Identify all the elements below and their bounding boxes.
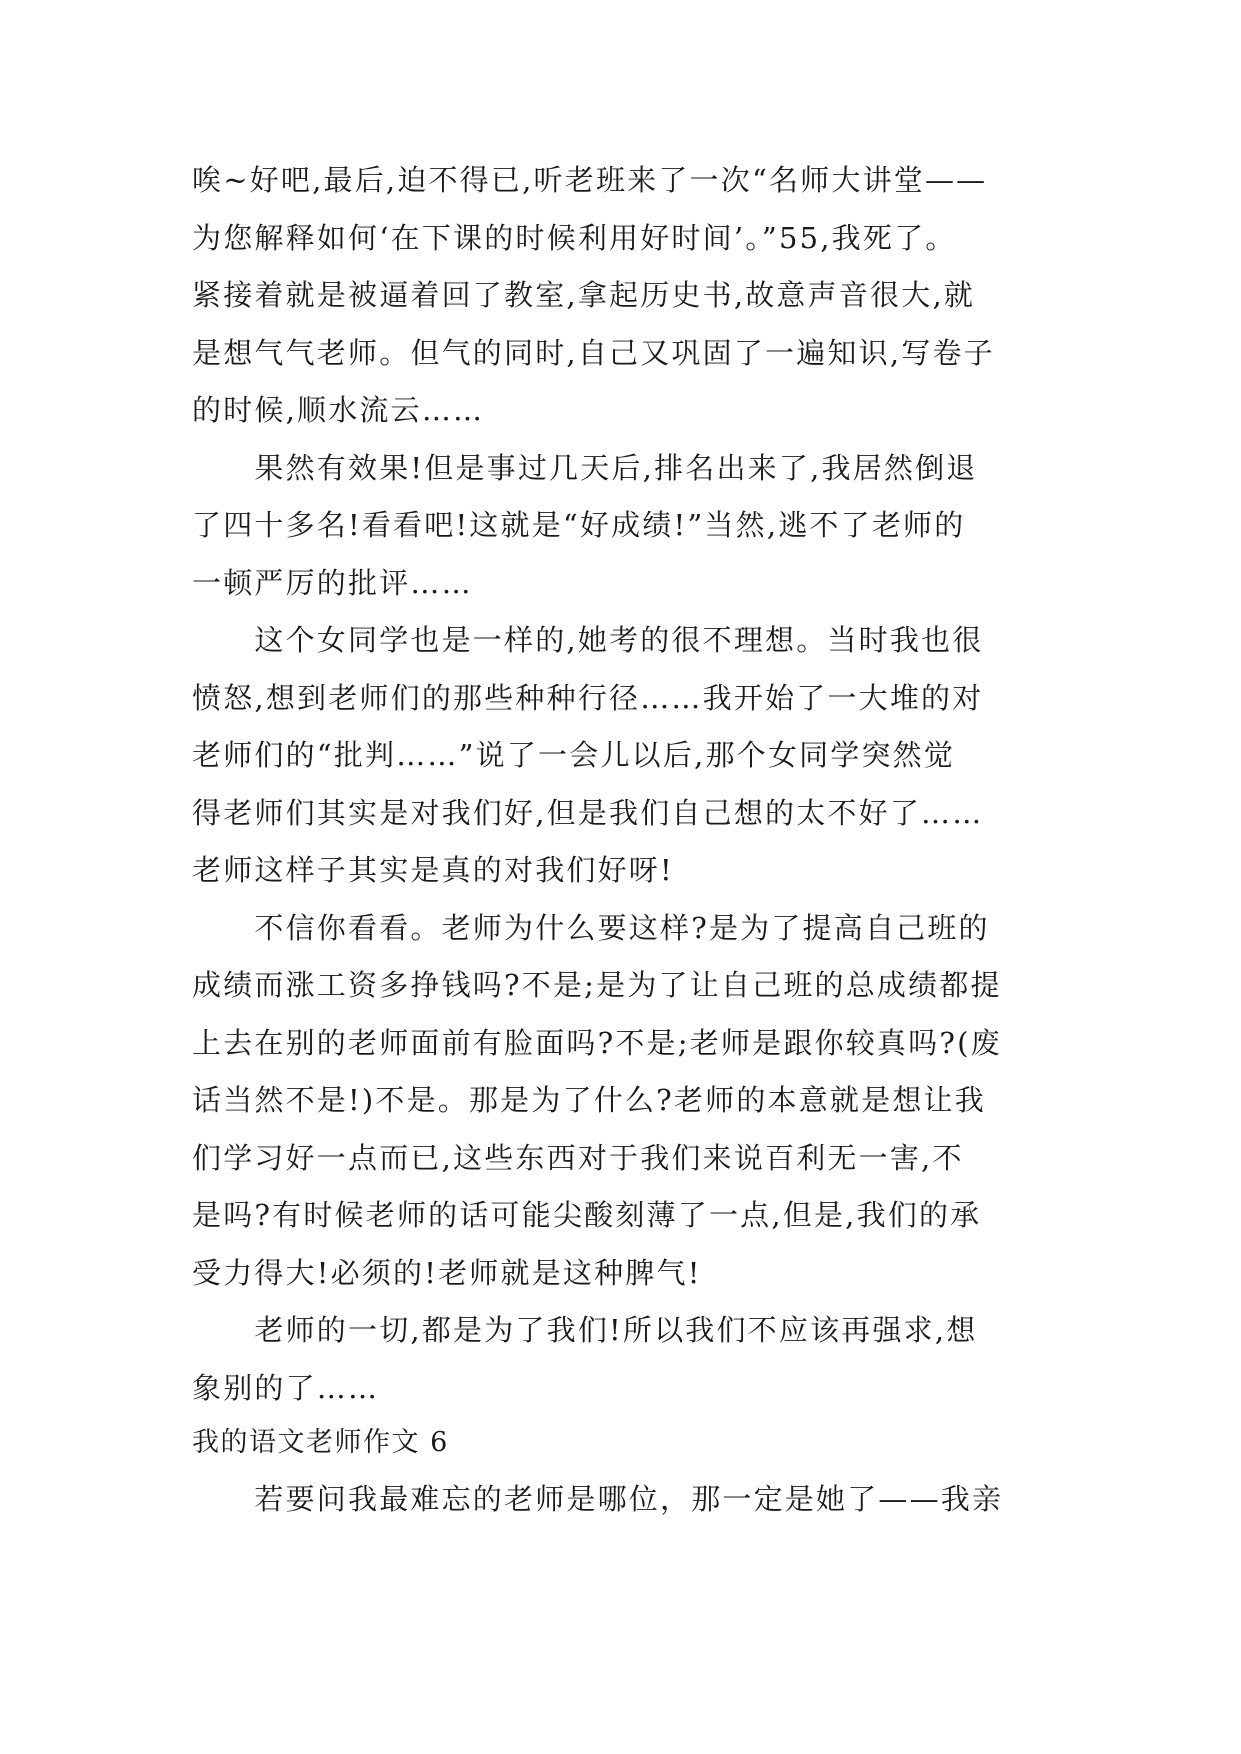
text-line: 成绩而涨工资多挣钱吗?不是;是为了让自己班的总成绩都提: [192, 968, 1002, 1002]
text-line: 象别的了……: [192, 1371, 380, 1405]
text-line: 老师这样子其实是真的对我们好呀!: [192, 853, 674, 887]
text-line: 一顿严厉的批评……: [192, 566, 473, 600]
text-line: 这个女同学也是一样的,她考的很不理想。当时我也很: [192, 623, 984, 657]
text-line: 的时候,顺水流云……: [192, 393, 485, 427]
text-line: 愤怒,想到老师们的那些种种行径……我开始了一大堆的对: [192, 681, 984, 715]
text-line: 若要问我最难忘的老师是哪位，那一定是她了——我亲: [192, 1482, 1004, 1516]
text-line: 果然有效果!但是事过几天后,排名出来了,我居然倒退: [192, 451, 978, 485]
text-line: 话当然不是!)不是。那是为了什么?老师的本意就是想让我: [192, 1083, 986, 1117]
text-line: 老师们的“批判……”说了一会儿以后,那个女同学突然觉: [192, 738, 956, 772]
text-line: 得老师们其实是对我们好,但是我们自己想的太不好了……: [192, 796, 984, 830]
text-line: 紧接着就是被逼着回了教室,拿起历史书,故意声音很大,就: [192, 278, 976, 312]
text-line: 是想气气老师。但气的同时,自己又巩固了一遍知识,写卷子: [192, 336, 995, 370]
text-line: 唉~好吧,最后,迫不得已,听老班来了一次“名师大讲堂——: [192, 163, 988, 197]
text-line: 上去在别的老师面前有脸面吗?不是;老师是跟你较真吗?(废: [192, 1026, 1002, 1060]
text-line: 们学习好一点而已,这些东西对于我们来说百利无一害,不: [192, 1141, 964, 1175]
text-line: 了四十多名!看看吧!这就是“好成绩!”当然,逃不了老师的: [192, 508, 966, 542]
section-heading: 我的语文老师作文 6: [192, 1427, 449, 1458]
text-line: 受力得大!必须的!老师就是这种脾气!: [192, 1256, 702, 1290]
text-line: 老师的一切,都是为了我们!所以我们不应该再强求,想: [192, 1313, 978, 1347]
text-line: 不信你看看。老师为什么要这样?是为了提高自己班的: [192, 911, 990, 945]
text-line: 为您解释如何‘在下课的时候利用好时间’。”55,我死了。: [192, 221, 957, 255]
text-line: 是吗?有时候老师的话可能尖酸刻薄了一点,但是,我们的承: [192, 1198, 982, 1232]
